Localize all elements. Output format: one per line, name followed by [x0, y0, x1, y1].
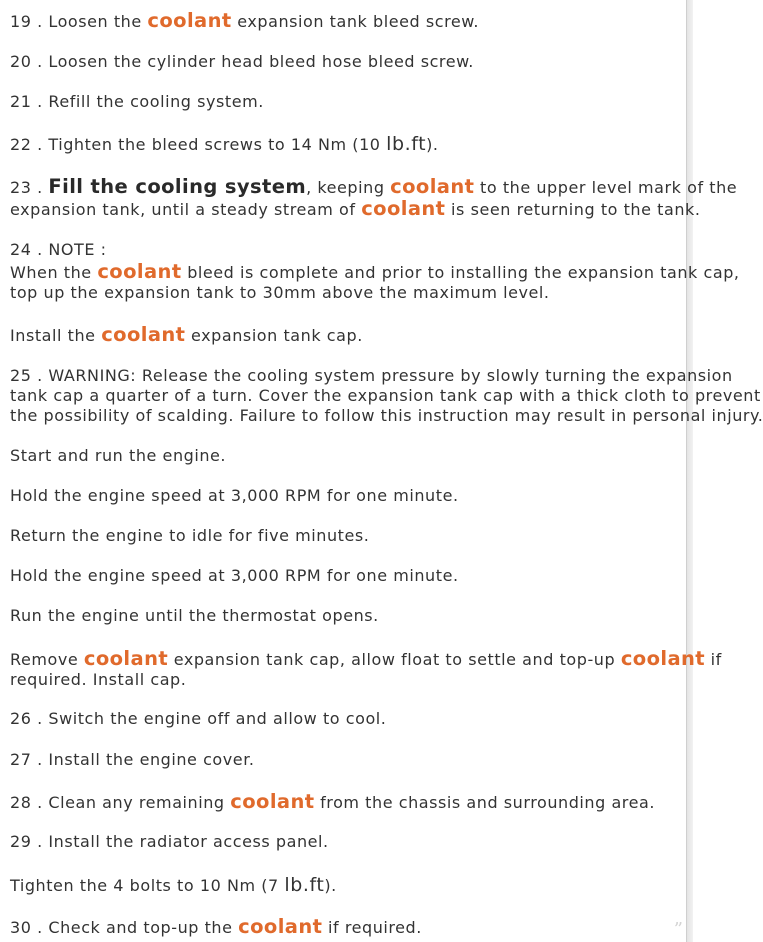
- paragraph-return-idle: Return the engine to idle for five minutes.: [10, 526, 370, 545]
- step-30: 30 . Check and top-up the coolant if required.: [10, 915, 422, 938]
- paragraph-start-engine: Start and run the engine.: [10, 446, 227, 465]
- keyword-coolant: coolant: [620, 647, 706, 670]
- step-28: 28 . Clean any remaining coolant from the chassis and surrounding area.: [10, 790, 655, 813]
- paragraph-tighten-bolts: Tighten the 4 bolts to 10 Nm (7 lb.ft).: [10, 874, 337, 896]
- step-26: 26 . Switch the engine off and allow to cool.: [10, 709, 387, 728]
- step-number: 30: [10, 918, 32, 937]
- keyword-coolant: coolant: [83, 647, 169, 670]
- unit-lbft: lb.ft: [284, 874, 325, 896]
- step-number: 23: [10, 178, 32, 197]
- keyword-coolant: coolant: [361, 197, 446, 220]
- paragraph-run-thermostat: Run the engine until the thermostat opens.: [10, 606, 379, 625]
- keyword-coolant: coolant: [230, 790, 315, 813]
- step-number: 21: [10, 92, 32, 111]
- step-23: 23 . Fill the cooling system, keeping coolant to the upper level mark of the expansion tank, until a steady stream of coolant is seen returning to the tank.: [10, 175, 738, 220]
- step-27: 27 . Install the engine cover.: [10, 750, 255, 769]
- step-number: 24: [10, 240, 32, 259]
- keyword-coolant: coolant: [238, 915, 323, 938]
- paragraph-install-cap: Install the coolant expansion tank cap.: [10, 323, 363, 346]
- step-24-note: 24 . NOTE : When the coolant bleed is complete and prior to installing the expansion tank cap, top up the expansion tank to 30mm above the maximum level.: [10, 240, 740, 302]
- keyword-coolant: coolant: [97, 260, 182, 283]
- note-label: NOTE :: [48, 240, 107, 259]
- paragraph-hold-speed-2: Hold the engine speed at 3,000 RPM for one minute.: [10, 566, 459, 585]
- step-number: 25: [10, 366, 32, 385]
- step-19: 19 . Loosen the coolant expansion tank bleed screw.: [10, 9, 480, 32]
- paragraph-remove-cap: Remove coolant expansion tank cap, allow float to settle and top-up coolant if required. Install cap.: [10, 647, 722, 689]
- step-number: 26: [10, 709, 32, 728]
- step-21: 21 . Refill the cooling system.: [10, 92, 264, 111]
- step-number: 22: [10, 135, 32, 154]
- step-number: 27: [10, 750, 32, 769]
- step-number: 19: [10, 12, 32, 31]
- step-number: 29: [10, 832, 32, 851]
- step-number: 28: [10, 793, 32, 812]
- keyword-coolant: coolant: [147, 9, 232, 32]
- page-corner-mark-icon: ”: [673, 919, 683, 940]
- emphasis-fill: Fill the cooling system: [48, 175, 307, 198]
- right-frame-edge: [686, 0, 693, 942]
- step-29: 29 . Install the radiator access panel.: [10, 832, 329, 851]
- step-number: 20: [10, 52, 32, 71]
- keyword-coolant: coolant: [390, 175, 475, 198]
- unit-lbft: lb.ft: [386, 133, 427, 155]
- step-22: 22 . Tighten the bleed screws to 14 Nm (10 lb.ft).: [10, 133, 439, 155]
- keyword-coolant: coolant: [101, 323, 186, 346]
- step-25-warning: 25 . WARNING: Release the cooling system pressure by slowly turning the expansion tank cap a quarter of a turn. Cover the expansion tank cap with a thick cloth to prevent the possibility of scalding. Failure to follow this instruction may result in personal injury.: [10, 366, 763, 425]
- step-20: 20 . Loosen the cylinder head bleed hose bleed screw.: [10, 52, 474, 71]
- paragraph-hold-speed-1: Hold the engine speed at 3,000 RPM for one minute.: [10, 486, 459, 505]
